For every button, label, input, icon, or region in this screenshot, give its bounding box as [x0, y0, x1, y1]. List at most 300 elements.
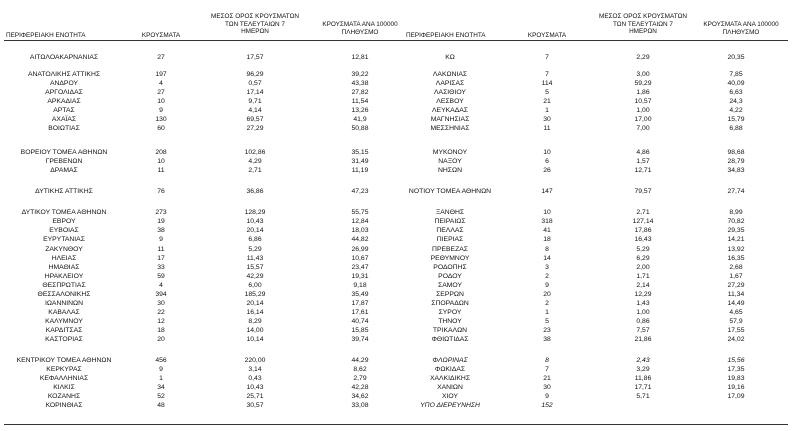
avg-line-1: ΜΕΣΟΣ ΟΡΟΣ ΚΡΟΥΣΜΑΤΩΝ — [599, 13, 687, 20]
avg-cell: 1,86 — [636, 89, 650, 96]
region-cell: ΔΥΤΙΚΗΣ ΑΤΤΙΚΗΣ — [35, 188, 93, 195]
table-row — [0, 335, 792, 344]
cases-cell: 27 — [157, 54, 165, 61]
region-cell: ΖΑΚΥΝΘΟΥ — [45, 246, 83, 253]
avg-cell: 11,86 — [634, 375, 652, 382]
region-cell: ΗΡΑΚΛΕΙΟΥ — [44, 273, 84, 280]
cases-cell: 318 — [541, 218, 553, 225]
per100k-cell: 40,74 — [351, 318, 369, 325]
per100k-cell: 24,02 — [727, 336, 745, 343]
per100k-cell: 20,35 — [727, 54, 745, 61]
avg-cell: 0,86 — [636, 318, 650, 325]
cases-cell: 21 — [543, 98, 551, 105]
avg-cell: 20,14 — [246, 300, 264, 307]
avg-cell: 4,14 — [248, 107, 262, 114]
region-cell: ΚΕΦΑΛΛΗΝΙΑΣ — [39, 375, 89, 382]
region-cell: ΓΡΕΒΕΝΩΝ — [45, 158, 83, 165]
cases-cell: 10 — [157, 98, 165, 105]
table-row — [0, 308, 792, 317]
avg-cell: 25,71 — [246, 393, 264, 400]
per100k-cell: 4,22 — [729, 107, 743, 114]
per100k-cell: 14,49 — [727, 300, 745, 307]
cases-cell: 41 — [543, 227, 551, 234]
cases-cell: 9 — [159, 236, 163, 243]
avg-cell: 2,14 — [636, 282, 650, 289]
left-header-region: ΠΕΡΙΦΕΡΕΙΑΚΗ ΕΝΟΤΗΤΑ — [6, 32, 86, 39]
table-row — [0, 88, 792, 97]
region-cell: ΧΑΛΚΙΔΙΚΗΣ — [429, 375, 471, 382]
region-cell: ΑΙΤΩΛΟΑΚΑΡΝΑΝΙΑΣ — [29, 54, 99, 61]
region-cell: ΝΑΞΟΥ — [438, 158, 462, 165]
cases-cell: 9 — [545, 393, 549, 400]
avg-cell: 102,86 — [244, 149, 266, 156]
per100k-line-1: ΚΡΟΥΣΜΑΤΑ ΑΝΑ 100000 — [703, 21, 779, 28]
cases-cell: 147 — [541, 188, 553, 195]
cases-cell: 60 — [157, 125, 165, 132]
per100k-cell: 31,49 — [351, 158, 369, 165]
region-cell: ΠΕΙΡΑΙΩΣ — [434, 218, 466, 225]
avg-cell: 7,57 — [636, 327, 650, 334]
per100k-cell: 18,03 — [351, 227, 369, 234]
table-row — [0, 272, 792, 281]
region-cell: ΚΑΣΤΟΡΙΑΣ — [45, 336, 83, 343]
per100k-cell: 40,09 — [727, 80, 745, 87]
cases-cell: 3 — [545, 264, 549, 271]
avg-cell: 1,71 — [636, 273, 650, 280]
region-cell: ΠΡΕΒΕΖΑΣ — [432, 246, 468, 253]
avg-cell: 128,29 — [244, 209, 266, 216]
cases-cell: 52 — [157, 393, 165, 400]
avg-cell: 17,57 — [246, 54, 264, 61]
right-header-avg — [588, 13, 698, 36]
region-cell: ΗΜΑΘΙΑΣ — [48, 264, 80, 271]
per100k-cell: 16,35 — [727, 255, 745, 262]
per100k-cell: 27,29 — [727, 282, 745, 289]
region-cell: ΦΩΚΙΔΑΣ — [434, 366, 466, 373]
avg-cell: 10,43 — [246, 384, 264, 391]
per100k-cell: 34,83 — [727, 167, 745, 174]
table-row — [0, 115, 792, 124]
table-row — [0, 281, 792, 290]
cases-cell: 8 — [545, 357, 549, 364]
per100k-cell: 42,28 — [351, 384, 369, 391]
avg-line-3: ΗΜΕΡΩΝ — [241, 28, 269, 36]
table-row — [0, 263, 792, 272]
table-row — [0, 106, 792, 115]
cases-cell: 76 — [157, 188, 165, 195]
region-cell: ΧΙΟΥ — [441, 393, 459, 400]
cases-cell: 33 — [157, 264, 165, 271]
cases-cell: 59 — [157, 273, 165, 280]
cases-cell: 10 — [543, 149, 551, 156]
per100k-cell: 19,31 — [351, 273, 369, 280]
avg-cell: 96,29 — [246, 71, 264, 78]
per100k-cell: 44,82 — [351, 236, 369, 243]
region-cell: ΘΕΣΠΡΩΤΙΑΣ — [42, 282, 86, 289]
avg-cell: 11,43 — [246, 255, 264, 262]
table-row — [0, 401, 792, 410]
cases-cell: 2 — [545, 300, 549, 307]
per100k-cell: 9,18 — [353, 282, 367, 289]
cases-cell: 7 — [545, 366, 549, 373]
avg-cell: 1,57 — [636, 158, 650, 165]
region-cell: ΣΑΜΟΥ — [438, 282, 462, 289]
cases-cell: 273 — [155, 209, 167, 216]
region-cell: ΜΕΣΣΗΝΙΑΣ — [430, 125, 470, 132]
per100k-cell: 17,61 — [351, 309, 369, 316]
per100k-cell: 33,08 — [351, 402, 369, 409]
region-cell: ΑΧΑΪΑΣ — [51, 116, 77, 123]
per100k-cell: 8,62 — [353, 366, 367, 373]
per100k-cell: 19,16 — [727, 384, 745, 391]
per100k-cell: 26,99 — [351, 246, 369, 253]
table-row — [0, 245, 792, 254]
per100k-cell: 15,79 — [727, 116, 745, 123]
per100k-cell: 43,38 — [351, 80, 369, 87]
region-cell: ΑΝΔΡΟΥ — [49, 80, 79, 87]
region-cell: ΛΑΚΩΝΙΑΣ — [432, 71, 468, 78]
cases-cell: 20 — [543, 291, 551, 298]
per100k-cell: 39,74 — [351, 336, 369, 343]
avg-cell: 5,29 — [636, 246, 650, 253]
cases-cell: 114 — [541, 80, 553, 87]
cases-cell: 11 — [157, 167, 165, 174]
avg-cell: 7,00 — [636, 125, 650, 132]
table-row — [0, 317, 792, 326]
per100k-cell: 39,22 — [351, 71, 369, 78]
per100k-cell: 2,79 — [353, 375, 367, 382]
avg-cell: 16,43 — [634, 236, 652, 243]
avg-cell: 6,86 — [248, 236, 262, 243]
region-cell: ΙΩΑΝΝΙΝΩΝ — [44, 300, 84, 307]
per100k-cell: 17,35 — [727, 366, 745, 373]
per100k-cell: 8,99 — [729, 209, 743, 216]
avg-cell: 1,00 — [636, 309, 650, 316]
region-cell: ΔΡΑΜΑΣ — [50, 167, 78, 174]
avg-cell: 6,00 — [248, 282, 262, 289]
region-cell: ΥΠΟ ΔΙΕΡΕΥΝΗΣΗ — [420, 402, 480, 409]
avg-cell: 6,29 — [636, 255, 650, 262]
region-cell: ΚΑΡΔΙΤΣΑΣ — [45, 327, 83, 334]
per100k-cell: 57,9 — [729, 318, 743, 325]
region-cell: ΕΥΒΟΙΑΣ — [49, 227, 79, 234]
per100k-cell: 98,68 — [727, 149, 745, 156]
avg-cell: 17,00 — [634, 116, 652, 123]
table-row — [0, 97, 792, 106]
per100k-cell: 7,85 — [729, 71, 743, 78]
region-cell: ΛΑΡΙΣΑΣ — [435, 80, 465, 87]
avg-cell: 3,29 — [636, 366, 650, 373]
cases-cell: 18 — [543, 236, 551, 243]
table-row — [0, 235, 792, 244]
per100k-cell: 12,84 — [351, 218, 369, 225]
per100k-cell: 50,88 — [351, 125, 369, 132]
per100k-cell: 41,9 — [353, 116, 367, 123]
per100k-cell: 28,79 — [727, 158, 745, 165]
avg-cell: 59,29 — [634, 80, 652, 87]
cases-cell: 9 — [159, 107, 163, 114]
avg-cell: 2,29 — [636, 54, 650, 61]
avg-line-2: ΤΩΝ ΤΕΛΕΥΤΑΙΩΝ 7 — [613, 20, 673, 28]
region-cell: ΘΕΣΣΑΛΟΝΙΚΗΣ — [37, 291, 91, 298]
avg-cell: 17,86 — [634, 227, 652, 234]
cases-cell: 17 — [157, 255, 165, 262]
per100k-cell: 35,49 — [351, 291, 369, 298]
per100k-cell: 70,82 — [727, 218, 745, 225]
region-cell: ΡΕΘΥΜΝΟΥ — [430, 255, 470, 262]
avg-cell: 2,00 — [636, 264, 650, 271]
cases-cell: 1 — [159, 375, 163, 382]
region-cell: ΦΛΩΡΙΝΑΣ — [432, 357, 468, 364]
region-cell: ΗΛΕΙΑΣ — [51, 255, 77, 262]
region-cell: ΣΥΡΟΥ — [438, 309, 462, 316]
left-header-cases: ΚΡΟΥΣΜΑΤΑ — [141, 32, 181, 39]
region-cell: ΛΕΥΚΑΔΑΣ — [432, 107, 468, 114]
cases-cell: 8 — [545, 246, 549, 253]
avg-cell: 2,71 — [636, 209, 650, 216]
per100k-cell: 10,67 — [351, 255, 369, 262]
cases-cell: 38 — [543, 336, 551, 343]
cases-cell: 18 — [157, 327, 165, 334]
per100k-cell: 35,15 — [351, 149, 369, 156]
cases-cell: 2 — [545, 273, 549, 280]
table-row — [0, 157, 792, 166]
avg-cell: 2,43 — [636, 357, 650, 364]
avg-cell: 3,00 — [636, 71, 650, 78]
avg-cell: 30,57 — [246, 402, 264, 409]
region-cell: ΑΡΚΑΔΙΑΣ — [47, 98, 81, 105]
avg-cell: 10,57 — [634, 98, 652, 105]
cases-cell: 9 — [545, 282, 549, 289]
avg-cell: 9,71 — [248, 98, 262, 105]
right-header-region: ΠΕΡΙΦΕΡΕΙΑΚΗ ΕΝΟΤΗΤΑ — [406, 32, 486, 39]
avg-cell: 14,00 — [246, 327, 264, 334]
cases-cell: 7 — [545, 71, 549, 78]
table-row — [0, 70, 792, 79]
footer-divider — [4, 424, 788, 425]
region-cell: ΝΟΤΙΟΥ ΤΟΜΕΑ ΑΘΗΝΩΝ — [408, 188, 492, 195]
cases-cell: 152 — [541, 402, 553, 409]
region-cell: ΣΕΡΡΩΝ — [436, 291, 464, 298]
avg-cell: 36,86 — [246, 188, 264, 195]
header-divider — [4, 40, 788, 41]
per100k-cell: 11,34 — [727, 291, 745, 298]
avg-cell: 8,29 — [248, 318, 262, 325]
avg-cell: 1,00 — [636, 107, 650, 114]
table-row — [0, 326, 792, 335]
per100k-cell: 2,68 — [729, 264, 743, 271]
per100k-cell: 27,82 — [351, 89, 369, 96]
table-row — [0, 166, 792, 175]
region-cell: ΚΟΡΙΝΘΙΑΣ — [45, 402, 83, 409]
table-row — [0, 217, 792, 226]
left-header-per100k — [305, 21, 415, 36]
cases-cell: 11 — [543, 125, 551, 132]
table-row — [0, 79, 792, 88]
cases-cell: 10 — [157, 158, 165, 165]
region-cell: ΔΥΤΙΚΟΥ ΤΟΜΕΑ ΑΘΗΝΩΝ — [21, 209, 107, 216]
cases-cell: 21 — [543, 375, 551, 382]
cases-cell: 7 — [545, 54, 549, 61]
region-cell: ΧΑΝΙΩΝ — [437, 384, 463, 391]
per100k-cell: 1,67 — [729, 273, 743, 280]
per100k-cell: 44,29 — [351, 357, 369, 364]
avg-cell: 79,57 — [634, 188, 652, 195]
right-header-per100k — [686, 21, 792, 36]
cases-cell: 30 — [543, 116, 551, 123]
cases-cell: 11 — [157, 246, 165, 253]
cases-cell: 26 — [543, 167, 551, 174]
table-row — [0, 290, 792, 299]
avg-line-2: ΤΩΝ ΤΕΛΕΥΤΑΙΩΝ 7 — [225, 20, 285, 28]
cases-cell: 130 — [155, 116, 167, 123]
region-cell: ΤΡΙΚΑΛΩΝ — [432, 327, 468, 334]
table-row — [0, 53, 792, 62]
avg-cell: 42,29 — [246, 273, 264, 280]
table-row — [0, 124, 792, 133]
region-cell: ΚΑΛΥΜΝΟΥ — [45, 318, 83, 325]
region-cell: ΕΥΡΥΤΑΝΙΑΣ — [43, 236, 85, 243]
cases-cell: 38 — [157, 227, 165, 234]
region-cell: ΛΕΣΒΟΥ — [436, 98, 464, 105]
cases-cell: 9 — [159, 366, 163, 373]
table-row — [0, 392, 792, 401]
region-cell: ΝΗΣΩΝ — [437, 167, 462, 174]
region-cell: ΠΕΛΛΑΣ — [436, 227, 464, 234]
table-row — [0, 365, 792, 374]
cases-cell: 20 — [157, 336, 165, 343]
avg-cell: 0,43 — [248, 375, 262, 382]
region-cell: ΑΝΑΤΟΛΙΚΗΣ ΑΤΤΙΚΗΣ — [27, 71, 101, 78]
table-row — [0, 299, 792, 308]
per100k-cell: 14,21 — [727, 236, 745, 243]
avg-cell: 4,29 — [248, 158, 262, 165]
table-row — [0, 208, 792, 217]
avg-cell: 69,57 — [246, 116, 264, 123]
per100k-cell: 6,88 — [729, 125, 743, 132]
cases-cell: 4 — [159, 80, 163, 87]
per100k-line-2: ΠΛΗΘΥΣΜΟ — [341, 28, 379, 36]
cases-cell: 208 — [155, 149, 167, 156]
per100k-cell: 15,56 — [727, 357, 745, 364]
region-cell: ΚΟΖΑΝΗΣ — [47, 393, 81, 400]
avg-line-1: ΜΕΣΟΣ ΟΡΟΣ ΚΡΟΥΣΜΑΤΩΝ — [211, 13, 299, 20]
cases-cell: 456 — [155, 357, 167, 364]
region-cell: ΚΕΡΚΥΡΑΣ — [46, 366, 82, 373]
avg-cell: 5,71 — [636, 393, 650, 400]
per100k-cell: 24,3 — [729, 98, 743, 105]
per100k-cell: 19,83 — [727, 375, 745, 382]
region-cell: ΜΑΓΝΗΣΙΑΣ — [430, 116, 470, 123]
avg-cell: 10,43 — [246, 218, 264, 225]
region-cell: ΠΙΕΡΙΑΣ — [436, 236, 464, 243]
per100k-cell: 11,19 — [351, 167, 369, 174]
avg-cell: 27,29 — [246, 125, 264, 132]
region-cell: ΡΟΔΟΥ — [438, 273, 462, 280]
per100k-line-2: ΠΛΗΘΥΣΜΟ — [722, 28, 760, 36]
avg-cell: 17,71 — [634, 384, 652, 391]
region-cell: ΛΑΣΙΘΙΟΥ — [434, 89, 466, 96]
region-cell: ΚΙΛΚΙΣ — [53, 384, 75, 391]
per100k-cell: 17,09 — [727, 393, 745, 400]
per100k-cell: 11,54 — [351, 98, 369, 105]
per100k-cell: 47,23 — [351, 188, 369, 195]
cases-cell: 1 — [545, 107, 549, 114]
region-cell: ΚΩ — [445, 54, 455, 61]
per100k-cell: 17,55 — [727, 327, 745, 334]
table-row — [0, 356, 792, 365]
avg-cell: 20,14 — [246, 227, 264, 234]
table-row — [0, 148, 792, 157]
region-cell: ΡΟΔΟΠΗΣ — [433, 264, 467, 271]
cases-cell: 22 — [157, 309, 165, 316]
per100k-cell: 6,63 — [729, 89, 743, 96]
cases-cell: 30 — [543, 384, 551, 391]
avg-cell: 2,71 — [248, 167, 262, 174]
avg-cell: 4,86 — [636, 149, 650, 156]
cases-cell: 12 — [157, 318, 165, 325]
avg-cell: 15,57 — [246, 264, 264, 271]
per100k-cell: 15,85 — [351, 327, 369, 334]
table-row — [0, 374, 792, 383]
cases-cell: 6 — [545, 158, 549, 165]
avg-cell: 21,86 — [634, 336, 652, 343]
region-cell: ΤΗΝΟΥ — [438, 318, 462, 325]
avg-cell: 5,29 — [248, 246, 262, 253]
avg-line-3: ΗΜΕΡΩΝ — [629, 28, 657, 36]
region-cell: ΞΑΝΘΗΣ — [435, 209, 465, 216]
cases-cell: 19 — [157, 218, 165, 225]
avg-cell: 12,29 — [634, 291, 652, 298]
cases-cell: 5 — [545, 318, 549, 325]
region-cell: ΕΒΡΟΥ — [52, 218, 76, 225]
avg-cell: 3,14 — [248, 366, 262, 373]
region-cell: ΚΕΝΤΡΙΚΟΥ ΤΟΜΕΑ ΑΘΗΝΩΝ — [16, 357, 112, 364]
cases-cell: 394 — [155, 291, 167, 298]
per100k-cell: 23,47 — [351, 264, 369, 271]
avg-cell: 17,14 — [246, 89, 264, 96]
avg-cell: 1,43 — [636, 300, 650, 307]
region-cell: ΦΘΙΩΤΙΔΑΣ — [431, 336, 469, 343]
left-header-avg — [200, 13, 310, 36]
per100k-cell: 17,87 — [351, 300, 369, 307]
avg-cell: 220,00 — [244, 357, 266, 364]
region-cell: ΒΟΙΩΤΙΑΣ — [48, 125, 80, 132]
per100k-cell: 12,81 — [351, 54, 369, 61]
cases-cell: 48 — [157, 402, 165, 409]
avg-cell: 0,57 — [248, 80, 262, 87]
cases-cell: 1 — [545, 309, 549, 316]
region-cell: ΚΑΒΑΛΑΣ — [48, 309, 80, 316]
cases-cell: 23 — [543, 327, 551, 334]
cases-cell: 30 — [157, 300, 165, 307]
cases-cell: 4 — [159, 282, 163, 289]
per100k-cell: 34,62 — [351, 393, 369, 400]
per100k-cell: 55,75 — [351, 209, 369, 216]
per100k-cell: 13,26 — [351, 107, 369, 114]
table-row — [0, 383, 792, 392]
region-cell: ΑΡΓΟΛΙΔΑΣ — [45, 89, 83, 96]
per100k-cell: 13,92 — [727, 246, 745, 253]
cases-cell: 34 — [157, 384, 165, 391]
avg-cell: 16,14 — [246, 309, 264, 316]
cases-cell: 5 — [545, 89, 549, 96]
right-header-cases: ΚΡΟΥΣΜΑΤΑ — [527, 32, 567, 39]
table-row — [0, 254, 792, 263]
avg-cell: 185,29 — [244, 291, 266, 298]
per100k-cell: 29,35 — [727, 227, 745, 234]
cases-cell: 197 — [155, 71, 167, 78]
